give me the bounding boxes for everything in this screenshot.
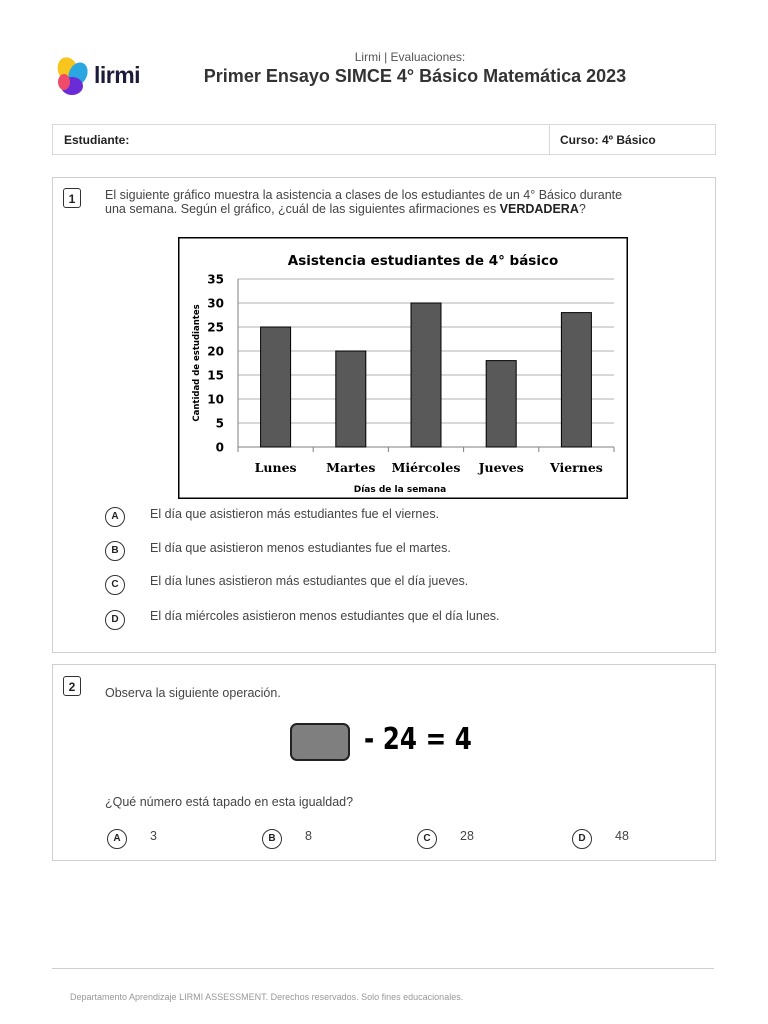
question-1-line1: El siguiente gráfico muestra la asistencia a clases de los estudiantes de un 4° Básico durante — [105, 188, 623, 202]
x-tick-label: Miércoles — [391, 460, 461, 475]
y-axis-label: Cantidad de estudiantes — [192, 304, 202, 422]
bar — [486, 361, 516, 447]
bar — [561, 313, 591, 447]
attendance-chart — [178, 237, 628, 499]
y-tick-label: 20 — [207, 344, 224, 359]
page-title: Primer Ensayo SIMCE 4° Básico Matemática 2023 — [203, 66, 627, 86]
y-tick-label: 15 — [207, 368, 224, 383]
y-tick-label: 10 — [207, 392, 224, 407]
y-tick-label: 5 — [215, 416, 224, 431]
hidden-number-box — [290, 723, 350, 761]
q2-option-a-text: 3 — [150, 829, 157, 843]
q2-option-a-bubble[interactable]: A — [107, 829, 127, 849]
question-2-intro: Observa la siguiente operación. — [105, 686, 281, 700]
question-1-text — [105, 188, 705, 216]
bar — [411, 303, 441, 447]
footer-text: Departamento Aprendizaje LIRMI ASSESSMENT. Derechos reservados. Solo fines educacionales. — [70, 992, 464, 1002]
option-d-bubble[interactable]: D — [105, 610, 125, 630]
x-tick-label: Lunes — [254, 460, 297, 475]
q2-option-b-bubble[interactable]: B — [262, 829, 282, 849]
question-1-line2: una semana. Según el gráfico, ¿cuál de las siguientes afirmaciones es VERDADERA? — [105, 202, 586, 216]
y-tick-label: 30 — [207, 296, 224, 311]
question-2-prompt: ¿Qué número está tapado en esta igualdad? — [105, 795, 354, 809]
option-c-text: El día lunes asistieron más estudiantes que el día jueves. — [150, 574, 469, 588]
x-tick-label: Jueves — [478, 460, 524, 475]
course-label: Curso: 4º Básico — [560, 133, 656, 147]
info-separator — [549, 125, 550, 154]
supertitle: Lirmi | Evaluaciones: — [354, 50, 466, 64]
y-tick-label: 25 — [207, 320, 224, 335]
option-d-text: El día miércoles asistieron menos estudiantes que el día lunes. — [150, 609, 500, 623]
q2-option-c-text: 28 — [460, 829, 474, 843]
q2-option-d-text: 48 — [615, 829, 629, 843]
question-number: 1 — [63, 188, 81, 208]
y-tick-label: 35 — [207, 272, 224, 287]
q2-option-b-text: 8 — [305, 829, 312, 843]
bar-chart — [178, 237, 628, 499]
bar — [336, 351, 366, 447]
option-b-text: El día que asistieron menos estudiantes fue el martes. — [150, 541, 451, 555]
x-tick-label: Martes — [326, 460, 376, 475]
equation-text: - 24 = 4 — [364, 722, 472, 757]
emphasis-word: VERDADERA — [499, 202, 579, 216]
option-c-bubble[interactable]: C — [105, 575, 125, 595]
brand-wordmark: lirmi — [94, 62, 141, 88]
student-info-bar — [52, 124, 716, 155]
footer-divider — [52, 968, 714, 969]
option-b-bubble[interactable]: B — [105, 541, 125, 561]
y-tick-label: 0 — [215, 440, 224, 455]
x-axis-label: Días de la semana — [353, 485, 447, 495]
x-tick-label: Viernes — [549, 460, 603, 475]
chart-title: Asistencia estudiantes de 4° básico — [287, 253, 559, 269]
student-label: Estudiante: — [64, 133, 130, 147]
question-number: 2 — [63, 676, 81, 696]
q2-option-d-bubble[interactable]: D — [572, 829, 592, 849]
option-a-bubble[interactable]: A — [105, 507, 125, 527]
option-a-text: El día que asistieron más estudiantes fue el viernes. — [150, 507, 440, 521]
bar — [261, 327, 291, 447]
lirmi-logo — [54, 54, 146, 100]
q2-option-c-bubble[interactable]: C — [417, 829, 437, 849]
